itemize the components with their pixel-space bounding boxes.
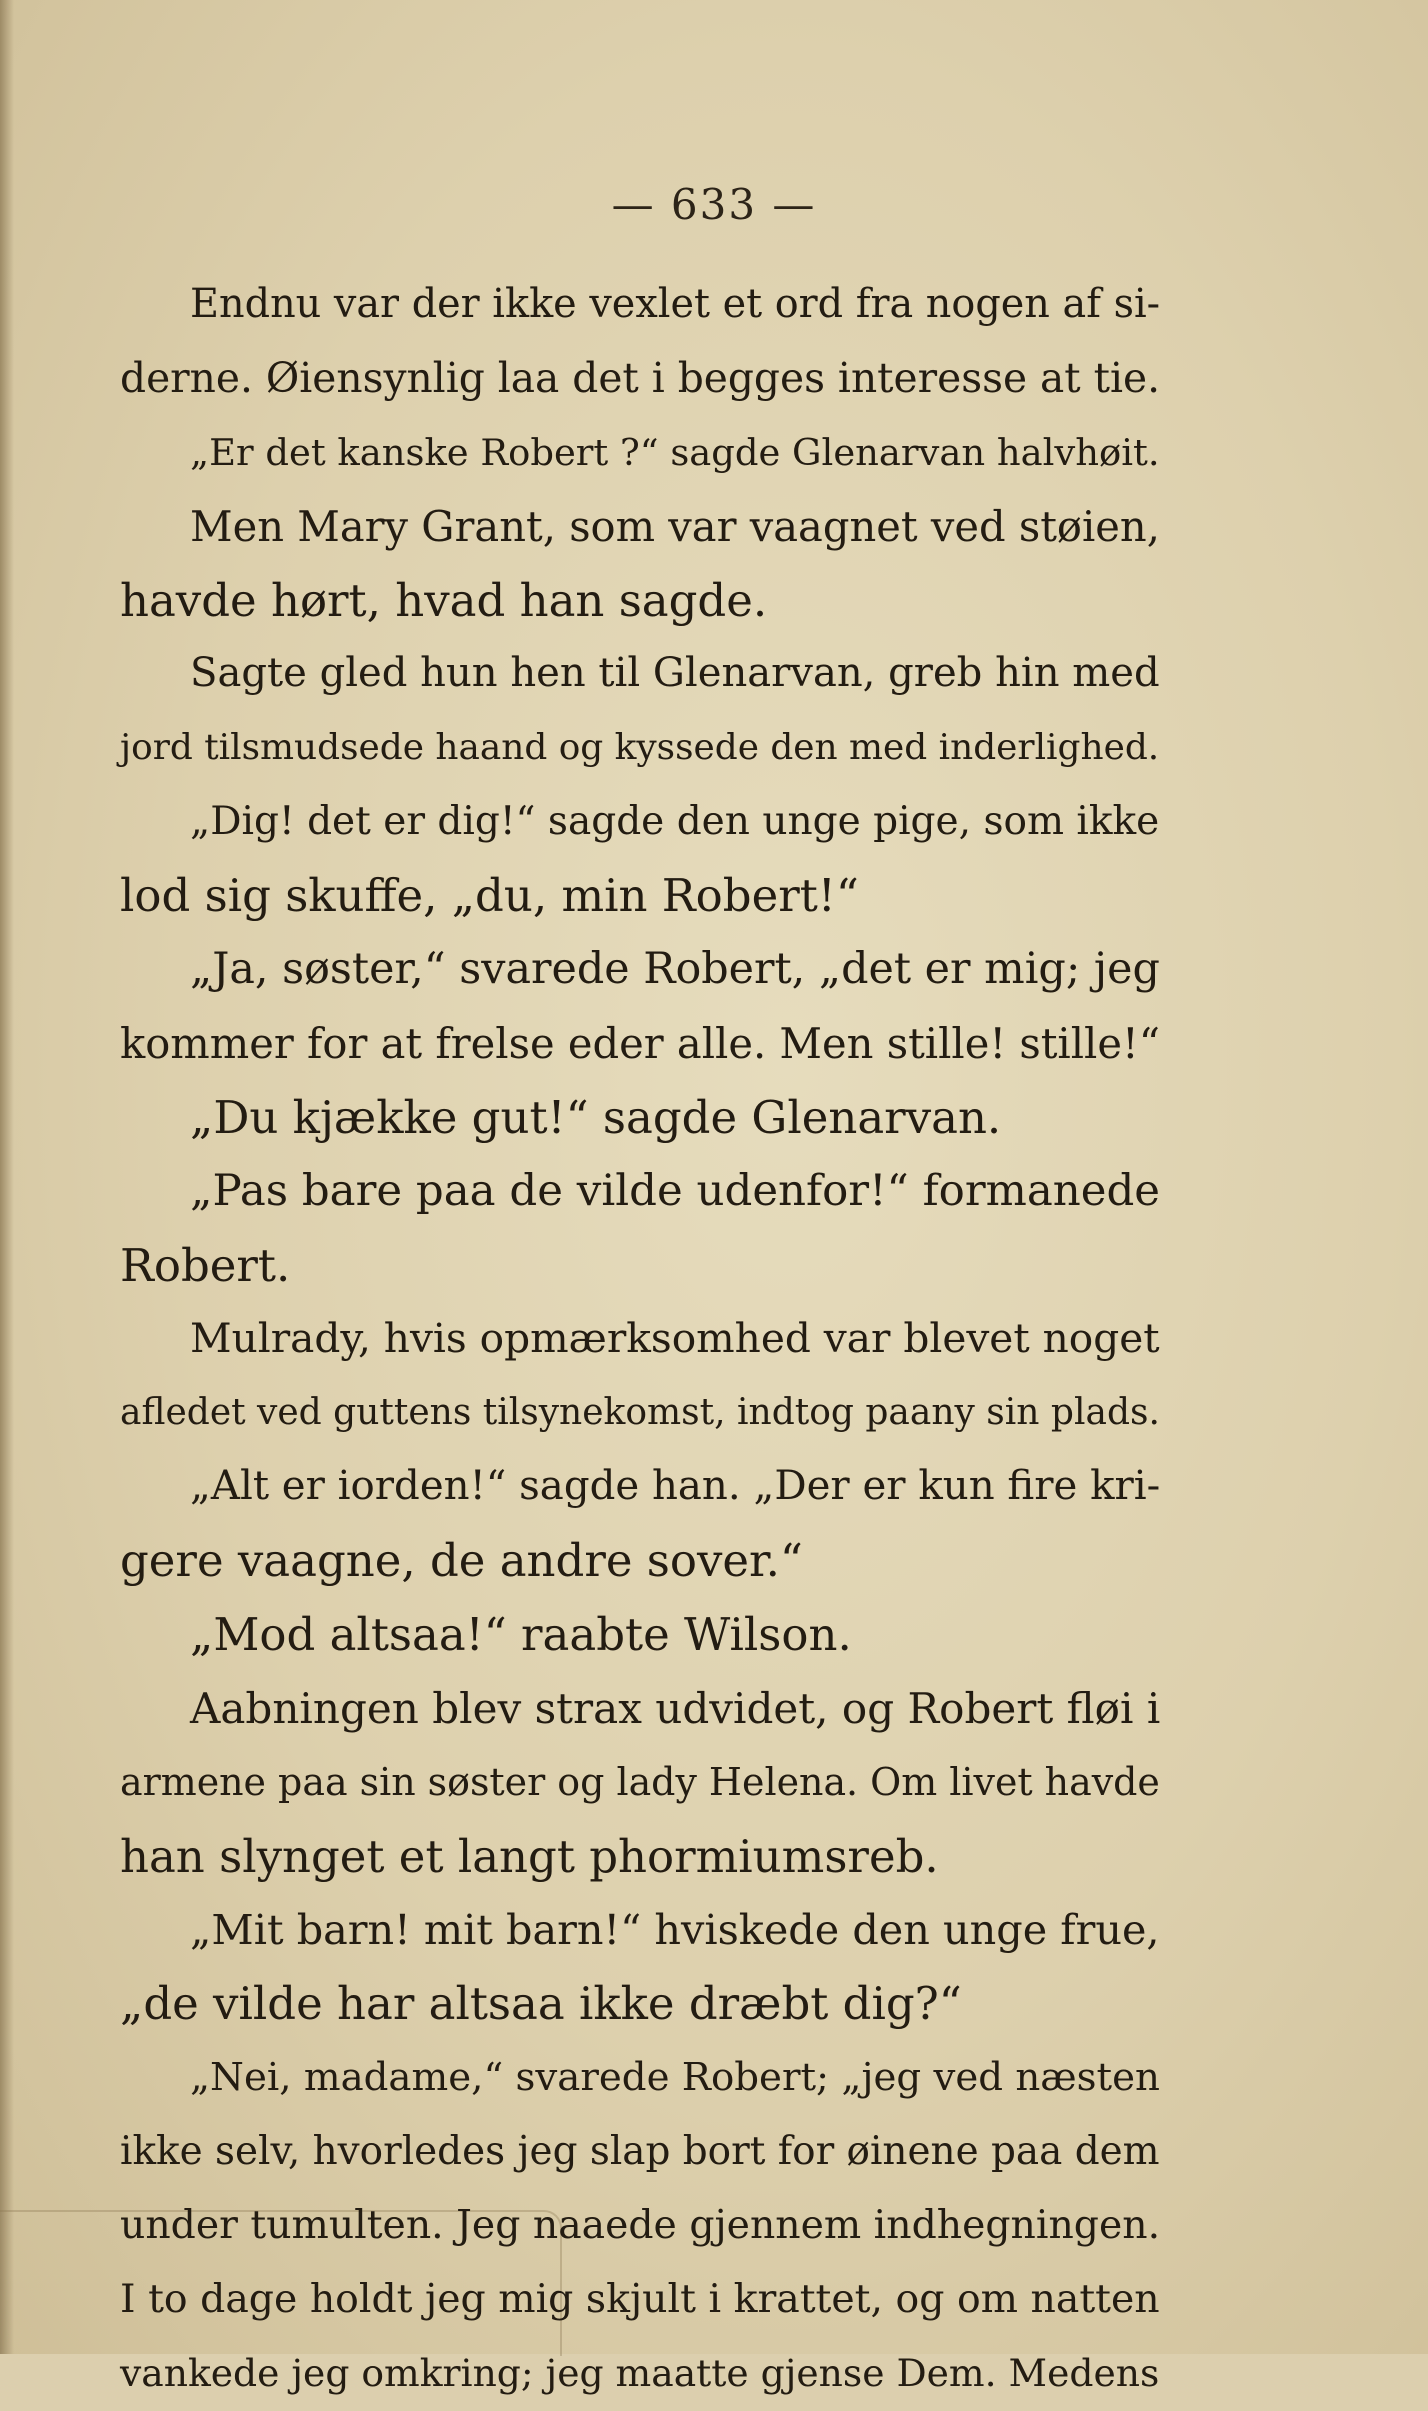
text-line: Robert.	[120, 1238, 291, 1292]
text-line: Sagte gled hun hen til Glenarvan, greb hin med	[190, 650, 1160, 697]
text-line: „de vilde har altsaa ikke dræbt dig?“	[120, 1977, 962, 2031]
text-line: I to dage holdt jeg mig skjult i krattet, og om natten	[120, 2276, 1160, 2323]
text-line: derne. Øiensynlig laa det i begges interesse at tie.	[120, 353, 1161, 402]
text-line: under tumulten. Jeg naaede gjennem indhegningen.	[120, 2202, 1161, 2249]
text-line: jord tilsmudsede haand og kyssede den med inderlighed.	[120, 727, 1160, 769]
text-line: „Pas bare paa de vilde udenfor!“ formanede	[190, 1165, 1161, 1216]
text-line: Men Mary Grant, som var vaagnet ved støien,	[190, 501, 1160, 551]
text-line: ikke selv, hvorledes jeg slap bort for øinene paa dem	[120, 2129, 1160, 2175]
text-line: „Mod altsaa!“ raabte Wilson.	[190, 1608, 852, 1662]
text-line: vankede jeg omkring; jeg maatte gjense Dem. Medens	[120, 2350, 1160, 2395]
text-line: Endnu var der ikke vexlet et ord fra nogen af si-	[190, 281, 1161, 327]
text-line: armene paa sin søster og lady Helena. Om livet havde	[120, 1759, 1160, 1804]
body-text	[120, 268, 1160, 2411]
page-number: — 633 —	[611, 180, 817, 229]
text-line: „Dig! det er dig!“ sagde den unge pige, som ikke	[190, 799, 1160, 845]
text-line: gere vaagne, de andre sover.“	[120, 1534, 803, 1588]
text-line: lod sig skuffe, „du, min Robert!“	[120, 869, 859, 923]
text-line: han slynget et langt phormiumsreb.	[120, 1829, 939, 1883]
text-line: „Er det kanske Robert ?“ sagde Glenarvan halvhøit.	[190, 430, 1160, 474]
text-line: „Ja, søster,“ svarede Robert, „det er mig; jeg	[190, 944, 1160, 995]
text-line: afledet ved guttens tilsynekomst, indtog paany sin plads.	[120, 1392, 1160, 1434]
text-line: Aabningen blev strax udvidet, og Robert fløi i	[190, 1683, 1161, 1733]
text-line: Mulrady, hvis opmærksomhed var blevet noget	[190, 1314, 1160, 1363]
text-line: „Alt er iorden!“ sagde han. „Der er kun fire kri-	[190, 1463, 1161, 1510]
page-edge-shadow	[0, 0, 14, 2354]
text-line: „Mit barn! mit barn!“ hviskede den unge frue,	[190, 1905, 1160, 1954]
text-line: havde hørt, hvad han sagde.	[120, 573, 768, 627]
text-line: kommer for at frelse eder alle. Men stille! stille!“	[120, 1018, 1160, 1068]
text-line: „Du kjække gut!“ sagde Glenarvan.	[190, 1090, 1002, 1144]
text-line: „Nei, madame,“ svarede Robert; „jeg ved næsten	[190, 2055, 1160, 2101]
